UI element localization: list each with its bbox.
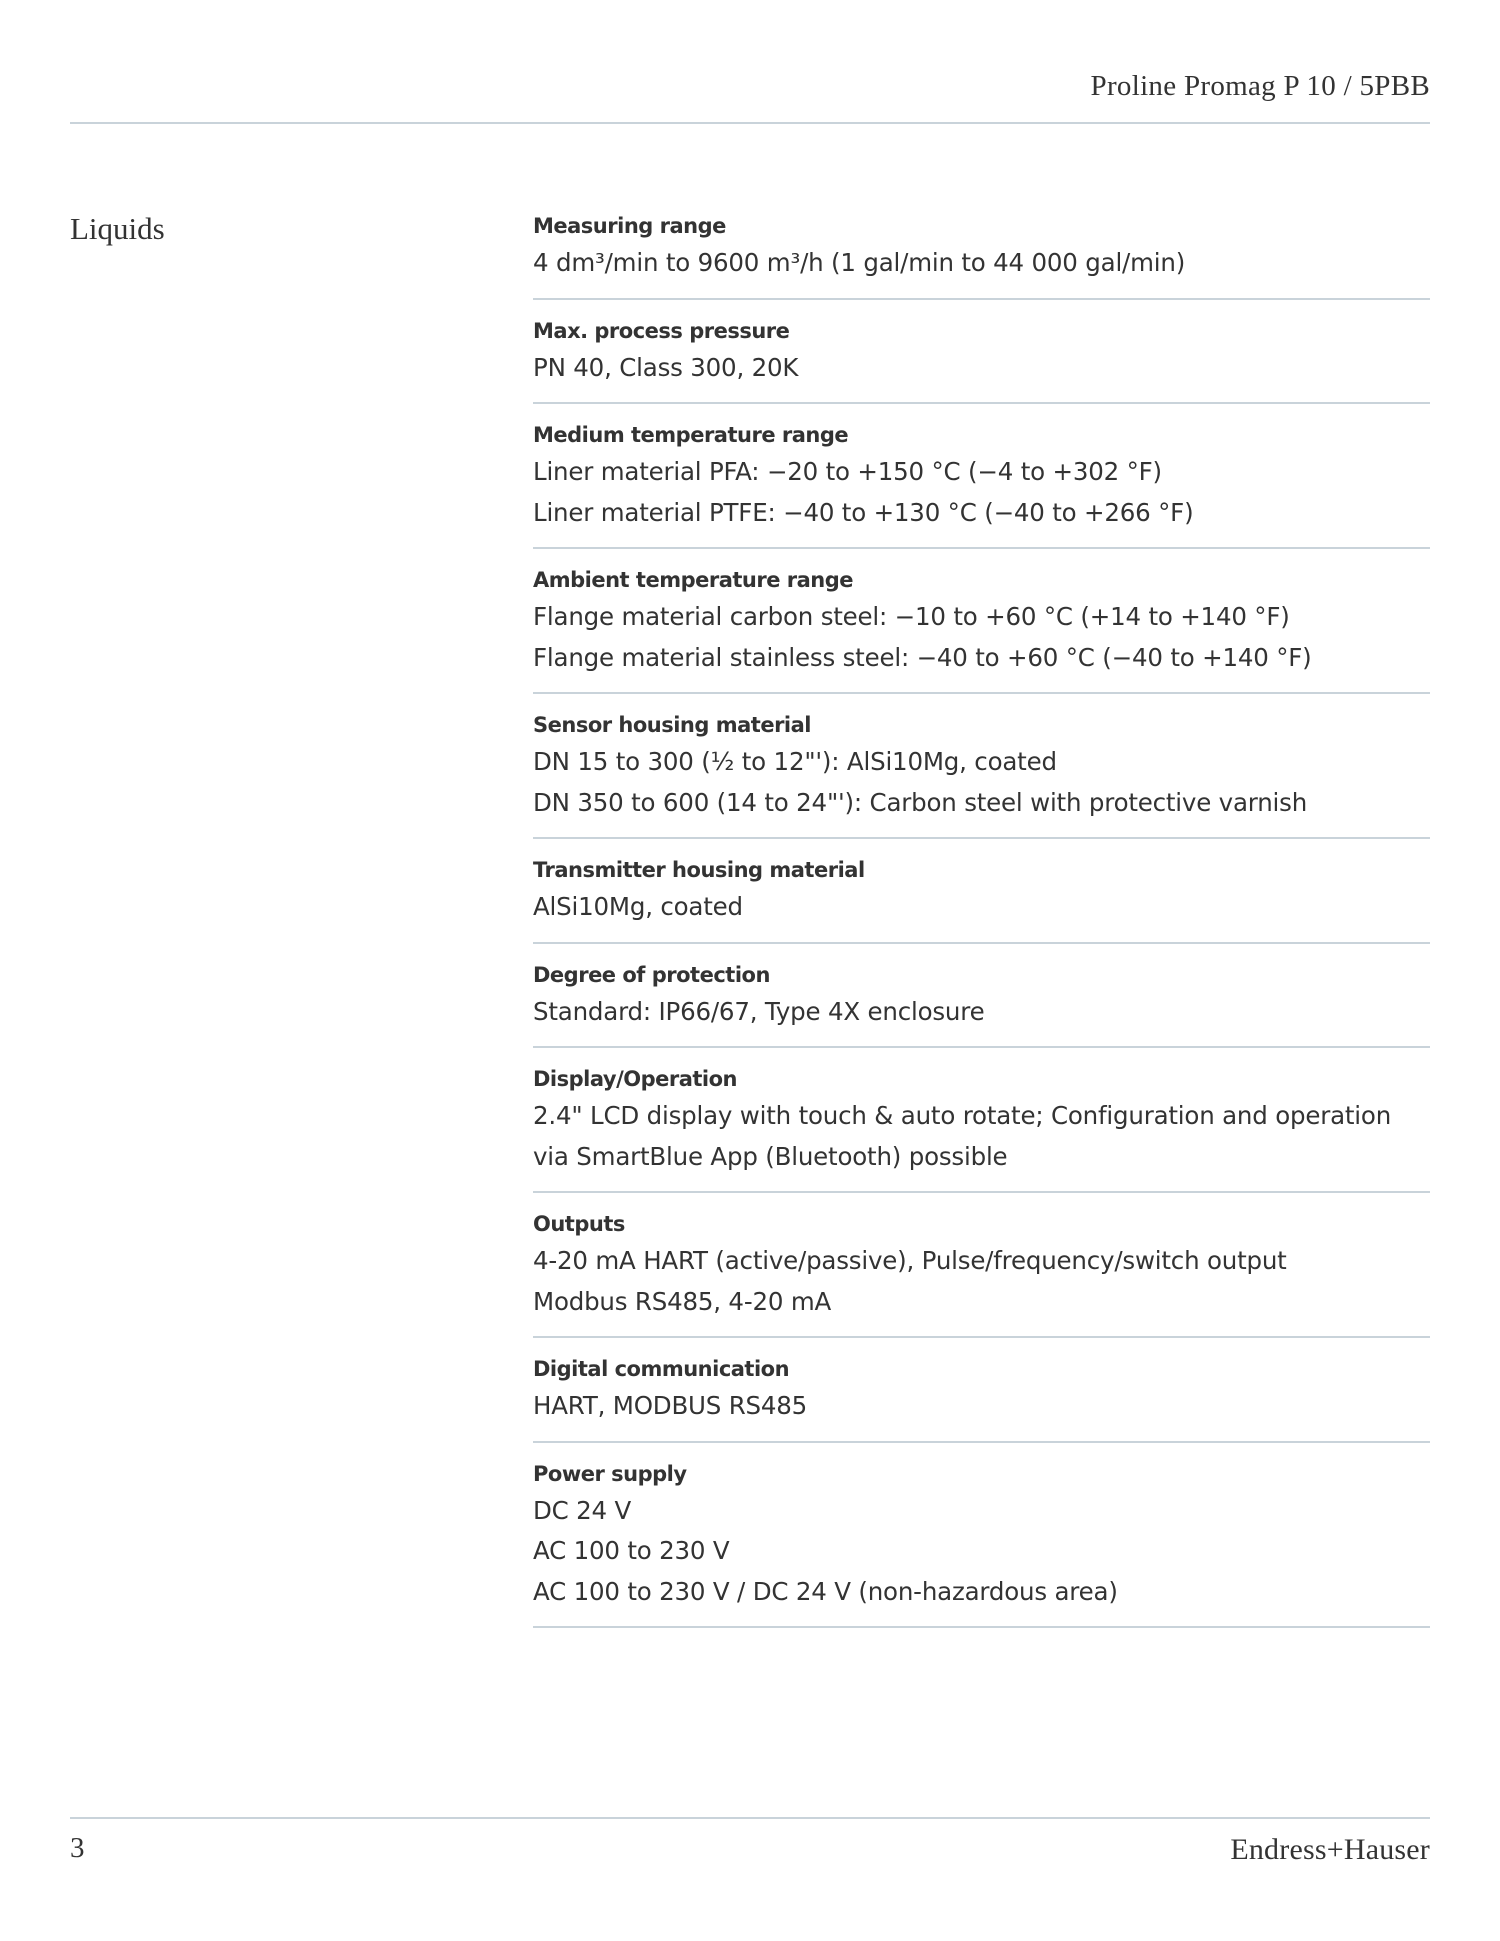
- spec-value: Modbus RS485, 4-20 mA: [533, 1286, 832, 1316]
- spec-label: Display/Operation: [533, 1067, 738, 1091]
- spec-value: Liner material PFA: −20 to +150 °C (−4 to +302 °F): [533, 457, 1162, 486]
- spec-value: 2.4" LCD display with touch & auto rotate; Configuration and operation: [533, 1101, 1392, 1130]
- section-title: Liquids: [70, 211, 165, 246]
- spec-transmitter-housing-material: [533, 856, 1430, 944]
- spec-value: 4-20 mA HART (active/passive), Pulse/frequency/switch output: [533, 1246, 1287, 1275]
- spec-medium-temperature-range: [533, 421, 1430, 549]
- spec-measuring-range: [533, 212, 1430, 300]
- spec-label: Measuring range: [533, 214, 726, 238]
- spec-value: HART, MODBUS RS485: [533, 1391, 808, 1420]
- spec-value: Flange material stainless steel: −40 to +60 °C (−40 to +140 °F): [533, 642, 1312, 672]
- brand-logo-text: Endress+Hauser: [1230, 1833, 1430, 1866]
- spec-label: Power supply: [533, 1461, 687, 1486]
- spec-list: [533, 212, 1430, 1645]
- spec-degree-of-protection: [533, 961, 1430, 1049]
- spec-value: 4 dm³/min to 9600 m³/h (1 gal/min to 44 000 gal/min): [533, 248, 1186, 277]
- spec-value: Flange material carbon steel: −10 to +60 °C (+14 to +140 °F): [533, 602, 1290, 631]
- document-header-title: Proline Promag P 10 / 5PBB: [1090, 70, 1430, 102]
- spec-label: Outputs: [533, 1212, 625, 1236]
- spec-value: DN 350 to 600 (14 to 24"'): Carbon steel with protective varnish: [533, 787, 1308, 817]
- spec-ambient-temperature-range: [533, 566, 1430, 694]
- spec-max-process-pressure: [533, 317, 1430, 405]
- spec-label: Degree of protection: [533, 962, 770, 987]
- spec-label: Transmitter housing material: [533, 858, 865, 882]
- spec-sensor-housing-material: [533, 711, 1430, 839]
- spec-value: Standard: IP66/67, Type 4X enclosure: [533, 996, 985, 1026]
- spec-value: AlSi10Mg, coated: [533, 892, 743, 921]
- spec-outputs: [533, 1210, 1430, 1338]
- spec-power-supply: [533, 1460, 1430, 1629]
- spec-value: DN 15 to 300 (½ to 12"'): AlSi10Mg, coated: [533, 747, 1057, 776]
- spec-value: DC 24 V: [533, 1495, 632, 1525]
- spec-label: Sensor housing material: [533, 713, 811, 737]
- spec-value: PN 40, Class 300, 20K: [533, 352, 799, 382]
- header-divider: [70, 122, 1430, 124]
- spec-label: Medium temperature range: [533, 423, 849, 447]
- spec-value: via SmartBlue App (Bluetooth) possible: [533, 1141, 1008, 1171]
- spec-digital-communication: [533, 1355, 1430, 1443]
- spec-display-operation: [533, 1065, 1430, 1193]
- footer-divider: [70, 1817, 1430, 1819]
- spec-value: AC 100 to 230 V / DC 24 V (non-hazardous area): [533, 1576, 1118, 1606]
- spec-label: Max. process pressure: [533, 318, 790, 343]
- spec-value: AC 100 to 230 V: [533, 1536, 730, 1565]
- page-number: 3: [70, 1832, 85, 1864]
- spec-label: Ambient temperature range: [533, 568, 854, 592]
- spec-value: Liner material PTFE: −40 to +130 °C (−40 to +266 °F): [533, 497, 1194, 527]
- spec-label: Digital communication: [533, 1357, 790, 1381]
